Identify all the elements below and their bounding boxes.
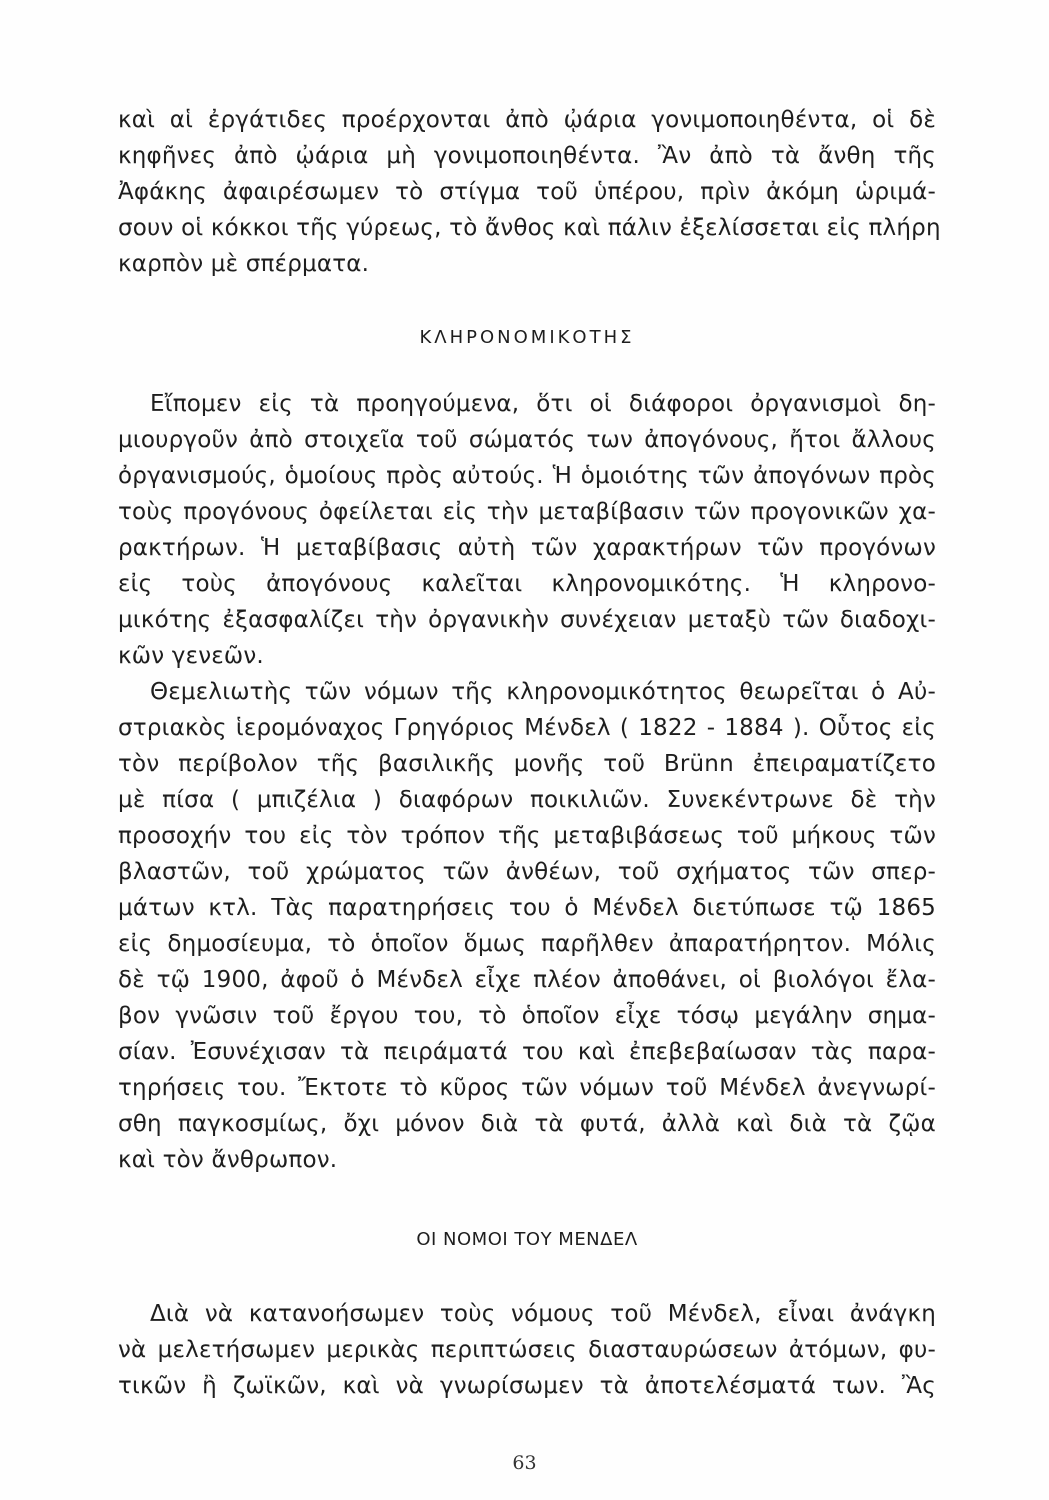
text-line: Θεμελιωτὴς τῶν νόμων τῆς κληρονομικότητος θεωρεῖται ὁ Αὐ-: [150, 679, 936, 705]
section-heading-mendel-laws: ΟΙ ΝΟΜΟΙ ΤΟΥ ΜΕΝΔΕΛ: [416, 1229, 638, 1250]
text-line: μιουργοῦν ἀπὸ στοιχεῖα τοῦ σώματός των ἀπογόνους, ἤτοι ἄλλους: [118, 427, 936, 453]
text-line: προσοχήν του εἰς τὸν τρόπον τῆς μεταβιβάσεως τοῦ μήκους τῶν: [118, 823, 936, 849]
text-line: μὲ πίσα ( μπιζέλια ) διαφόρων ποικιλιῶν. Συνεκέντρωνε δὲ τὴν: [118, 787, 936, 813]
text-line: τηρήσεις του. Ἔκτοτε τὸ κῦρος τῶν νόμων τοῦ Μένδελ ἀνεγνωρί-: [118, 1075, 936, 1101]
text-column: [118, 102, 941, 1404]
text-line: καρπὸν μὲ σπέρματα.: [118, 251, 370, 277]
text-line: καὶ τὸν ἄνθρωπον.: [118, 1147, 338, 1173]
paragraph-mendel-laws-intro: [118, 1296, 936, 1404]
page-number: 63: [512, 1452, 537, 1474]
text-line: βον γνῶσιν τοῦ ἔργου του, τὸ ὁποῖον εἶχε τόσῳ μεγάλην σημα-: [118, 1003, 936, 1029]
paragraph-heredity-definition: [118, 386, 936, 674]
text-line: εἰς δημοσίευμα, τὸ ὁποῖον ὅμως παρῆλθεν ἀπαρατήρητον. Μόλις: [118, 931, 936, 957]
text-line: βλαστῶν, τοῦ χρώματος τῶν ἀνθέων, τοῦ σχήματος τῶν σπερ-: [118, 859, 936, 885]
paragraph-mendel-history: [118, 674, 936, 1178]
text-line: Ἀφάκης ἀφαιρέσωμεν τὸ στίγμα τοῦ ὑπέρου, πρὶν ἀκόμη ὡριμά-: [118, 179, 936, 205]
text-line: Εἴπομεν εἰς τὰ προηγούμενα, ὅτι οἱ διάφοροι ὀργανισμοὶ δη-: [150, 391, 936, 417]
text-line: ρακτήρων. Ἡ μεταβίβασις αὐτὴ τῶν χαρακτήρων τῶν προγόνων: [118, 535, 936, 561]
text-line: εἰς τοὺς ἀπογόνους καλεῖται κληρονομικότης. Ἡ κληρονο-: [118, 571, 936, 597]
text-line: Διὰ νὰ κατανοήσωμεν τοὺς νόμους τοῦ Μένδελ, εἶναι ἀνάγκη: [150, 1301, 936, 1327]
text-line: σίαν. Ἐσυνέχισαν τὰ πειράματά του καὶ ἐπεβεβαίωσαν τὰς παρα-: [118, 1039, 936, 1065]
text-line: καὶ αἱ ἐργάτιδες προέρχονται ἀπὸ ᾠάρια γονιμοποιηθέντα, οἱ δὲ: [118, 107, 936, 133]
text-line: νὰ μελετήσωμεν μερικὰς περιπτώσεις διασταυρώσεων ἀτόμων, φυ-: [118, 1337, 936, 1363]
text-line: σουν οἱ κόκκοι τῆς γύρεως, τὸ ἄνθος καὶ πάλιν ἐξελίσσεται εἰς πλήρη: [118, 215, 941, 241]
text-line: τὸν περίβολον τῆς βασιλικῆς μονῆς τοῦ Brünn ἐπειραματίζετο: [118, 751, 936, 777]
text-line: δὲ τῷ 1900, ἀφοῦ ὁ Μένδελ εἶχε πλέον ἀποθάνει, οἱ βιολόγοι ἔλα-: [118, 967, 936, 993]
text-line: κηφῆνες ἀπὸ ᾠάρια μὴ γονιμοποιηθέντα. Ἂν ἀπὸ τὰ ἄνθη τῆς: [118, 143, 936, 169]
text-line: κῶν γενεῶν.: [118, 643, 264, 669]
text-line: σθη παγκοσμίως, ὄχι μόνον διὰ τὰ φυτά, ἀλλὰ καὶ διὰ τὰ ζῷα: [118, 1111, 936, 1137]
text-line: τοὺς προγόνους ὀφείλεται εἰς τὴν μεταβίβασιν τῶν προγονικῶν χα-: [118, 499, 936, 525]
text-line: ὀργανισμούς, ὁμοίους πρὸς αὐτούς. Ἡ ὁμοιότης τῶν ἀπογόνων πρὸς: [118, 463, 936, 489]
text-line: στριακὸς ἱερομόναχος Γρηγόριος Μένδελ ( 1822 - 1884 ). Οὗτος εἰς: [118, 715, 936, 741]
section-heading-heredity: ΚΛΗΡΟΝΟΜΙΚΟΤΗΣ: [419, 327, 635, 348]
text-line: μικότης ἐξασφαλίζει τὴν ὀργανικὴν συνέχειαν μεταξὺ τῶν διαδοχι-: [118, 607, 936, 633]
text-line: μάτων κτλ. Τὰς παρατηρήσεις του ὁ Μένδελ διετύπωσε τῷ 1865: [118, 895, 936, 921]
paragraph-continuation: [118, 102, 941, 282]
text-line: τικῶν ἢ ζωϊκῶν, καὶ νὰ γνωρίσωμεν τὰ ἀποτελέσματά των. Ἂς: [118, 1373, 936, 1399]
